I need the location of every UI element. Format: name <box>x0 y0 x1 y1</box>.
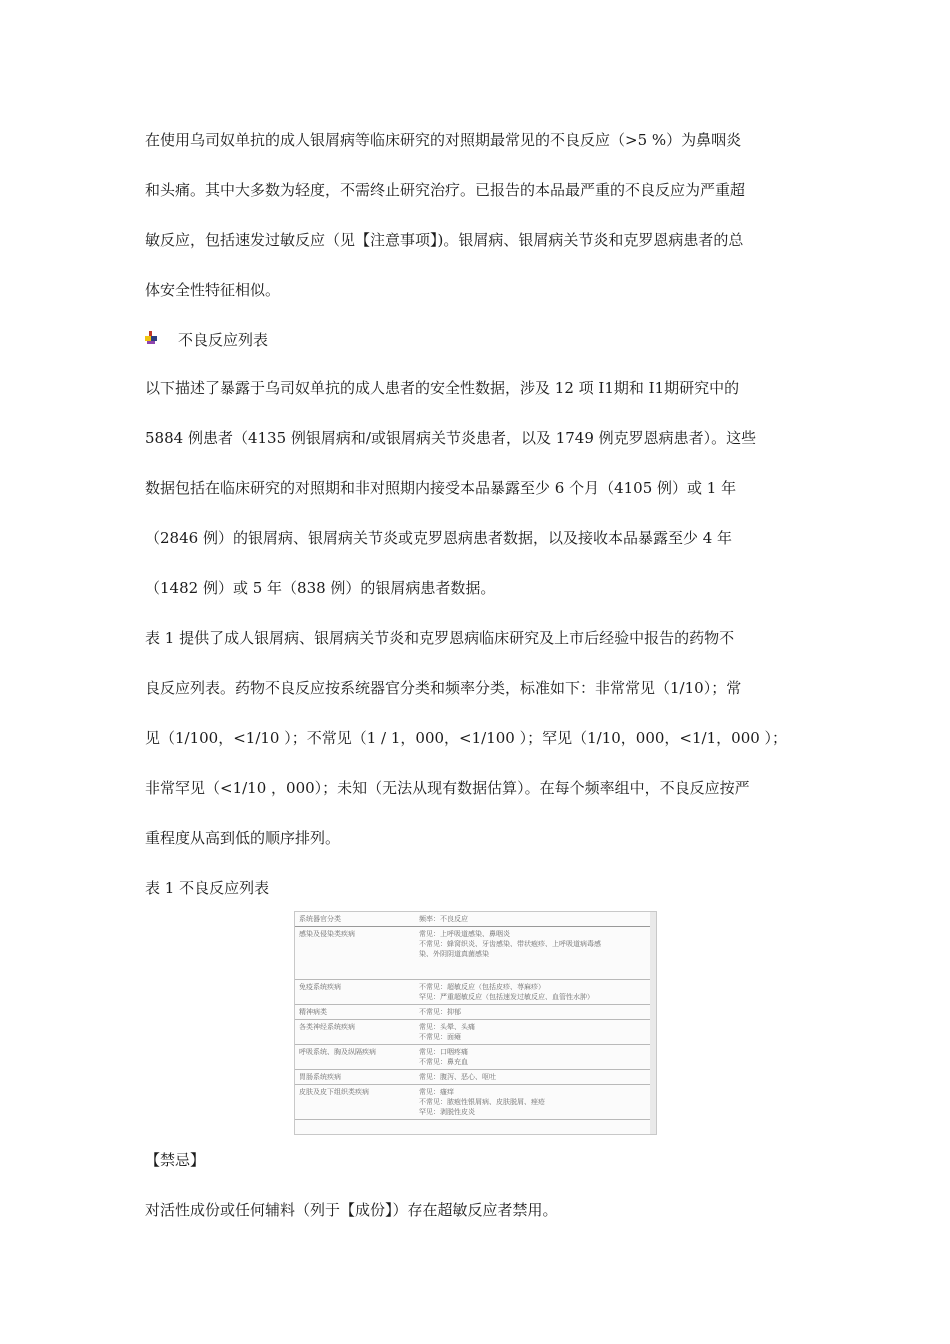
table-cell-entries <box>415 1085 656 1120</box>
entry: 常见：头晕、头痛 <box>419 1023 475 1031</box>
contraindication-text: 对活性成份或任何辅料（列于【成份】）存在超敏反应者禁用。 <box>145 1201 558 1219</box>
table-cell-entries <box>415 1005 656 1020</box>
entry: 不常见：抑郁 <box>419 1008 461 1016</box>
table-row <box>295 980 656 1005</box>
table-cell-entries <box>415 927 656 980</box>
entry: 不常见：蜂窝织炎、牙齿感染、带状疱疹、上呼吸道病毒感 <box>419 940 601 948</box>
section-heading: 不良反应列表 <box>178 331 269 349</box>
table-row <box>295 1045 656 1070</box>
entry: 常见：腹泻、恶心、呕吐 <box>419 1073 496 1081</box>
table-cell-category: 感染及侵染类疾病 <box>295 927 415 980</box>
text-line: 非常罕见（<1/10 ，000）；未知（无法从现有数据估算）。在每个频率组中，不良反应按严 <box>145 779 750 797</box>
entry: 染、外阴阴道真菌感染 <box>419 950 489 958</box>
table-cell-category: 精神病类 <box>295 1005 415 1020</box>
text-line: （2846 例）的银屑病、银屑病关节炎或克罗恩病患者数据，以及接收本品暴露至少 4 年 <box>145 529 733 547</box>
table-cell-entries <box>415 1020 656 1045</box>
table-cell-entries <box>415 1045 656 1070</box>
text-line: 数据包括在临床研究的对照期和非对照期内接受本品暴露至少 6 个月（4105 例）或 1 年 <box>145 479 737 497</box>
table-cell-category: 免疫系统疾病 <box>295 980 415 1005</box>
text-line: 在使用乌司奴单抗的成人银屑病等临床研究的对照期最常见的不良反应（>5 %）为鼻咽炎 <box>145 131 742 149</box>
entry: 常见：瘙痒 <box>419 1088 454 1096</box>
entry: 罕见：严重超敏反应（包括速发过敏反应、血管性水肿） <box>419 993 594 1001</box>
table-row <box>295 1005 656 1020</box>
text-line: 重程度从高到低的顺序排列。 <box>145 829 341 847</box>
table-row <box>295 1070 656 1085</box>
contraindication-heading: 【禁忌】 <box>145 1151 206 1169</box>
table-header-row <box>295 912 656 927</box>
table-cell-entries <box>415 1070 656 1085</box>
entry: 不常见：脓疱性银屑病、皮肤脱屑、痤疮 <box>419 1098 545 1106</box>
entry: 不常见：鼻充血 <box>419 1058 468 1066</box>
text-line: 体安全性特征相似。 <box>145 281 281 299</box>
text-line: （1482 例）或 5 年（838 例）的银屑病患者数据。 <box>145 579 496 597</box>
table-right-border <box>650 912 656 1134</box>
table-header-cell: 系统器官分类 <box>295 912 415 927</box>
table-row <box>295 1085 656 1120</box>
text-line: 敏反应，包括速发过敏反应（见【注意事项】)。银屑病、银屑病关节炎和克罗恩病患者的总 <box>145 231 744 249</box>
text-line: 表 1 提供了成人银屑病、银屑病关节炎和克罗恩病临床研究及上市后经验中报告的药物不 <box>145 629 735 647</box>
entry: 常见：上呼吸道感染、鼻咽炎 <box>419 930 510 938</box>
text-line: 以下描述了暴露于乌司奴单抗的成人患者的安全性数据，涉及 12 项 I1期和 I1期研究中的 <box>145 379 740 397</box>
table-caption: 表 1 不良反应列表 <box>145 879 270 897</box>
table-header-cell: 频率：不良反应 <box>415 912 656 927</box>
table-cell-category: 皮肤及皮下组织类疾病 <box>295 1085 415 1120</box>
entry: 常见：口咽疼痛 <box>419 1048 468 1056</box>
entry: 不常见：面瘫 <box>419 1033 461 1041</box>
table-cell-category: 各类神经系统疾病 <box>295 1020 415 1045</box>
table-cell-category: 胃肠系统疾病 <box>295 1070 415 1085</box>
adverse-reaction-table <box>294 911 657 1135</box>
text-line: 5884 例患者（4135 例银屑病和/或银屑病关节炎患者，以及 1749 例克罗恩病患者）。这些 <box>145 429 757 447</box>
table-cell-category: 呼吸系统、胸及纵隔疾病 <box>295 1045 415 1070</box>
text-line: 良反应列表。药物不良反应按系统器官分类和频率分类，标准如下：非常常见（1/10）；常 <box>145 679 742 697</box>
bullet-icon <box>144 331 158 345</box>
table-cell-entries <box>415 980 656 1005</box>
entry: 不常见：超敏反应（包括皮疹、荨麻疹） <box>419 983 545 991</box>
entry: 罕见：剥脱性皮炎 <box>419 1108 475 1116</box>
text-line: 和头痛。其中大多数为轻度，不需终止研究治疗。已报告的本品最严重的不良反应为严重超 <box>145 181 746 199</box>
text-line: 见（1/100，<1/10 ）；不常见（1 / 1，000，<1/100 ）；罕见（1/10，000，<1/1，000 ）； <box>145 729 788 747</box>
table-row <box>295 927 656 980</box>
table-row <box>295 1020 656 1045</box>
